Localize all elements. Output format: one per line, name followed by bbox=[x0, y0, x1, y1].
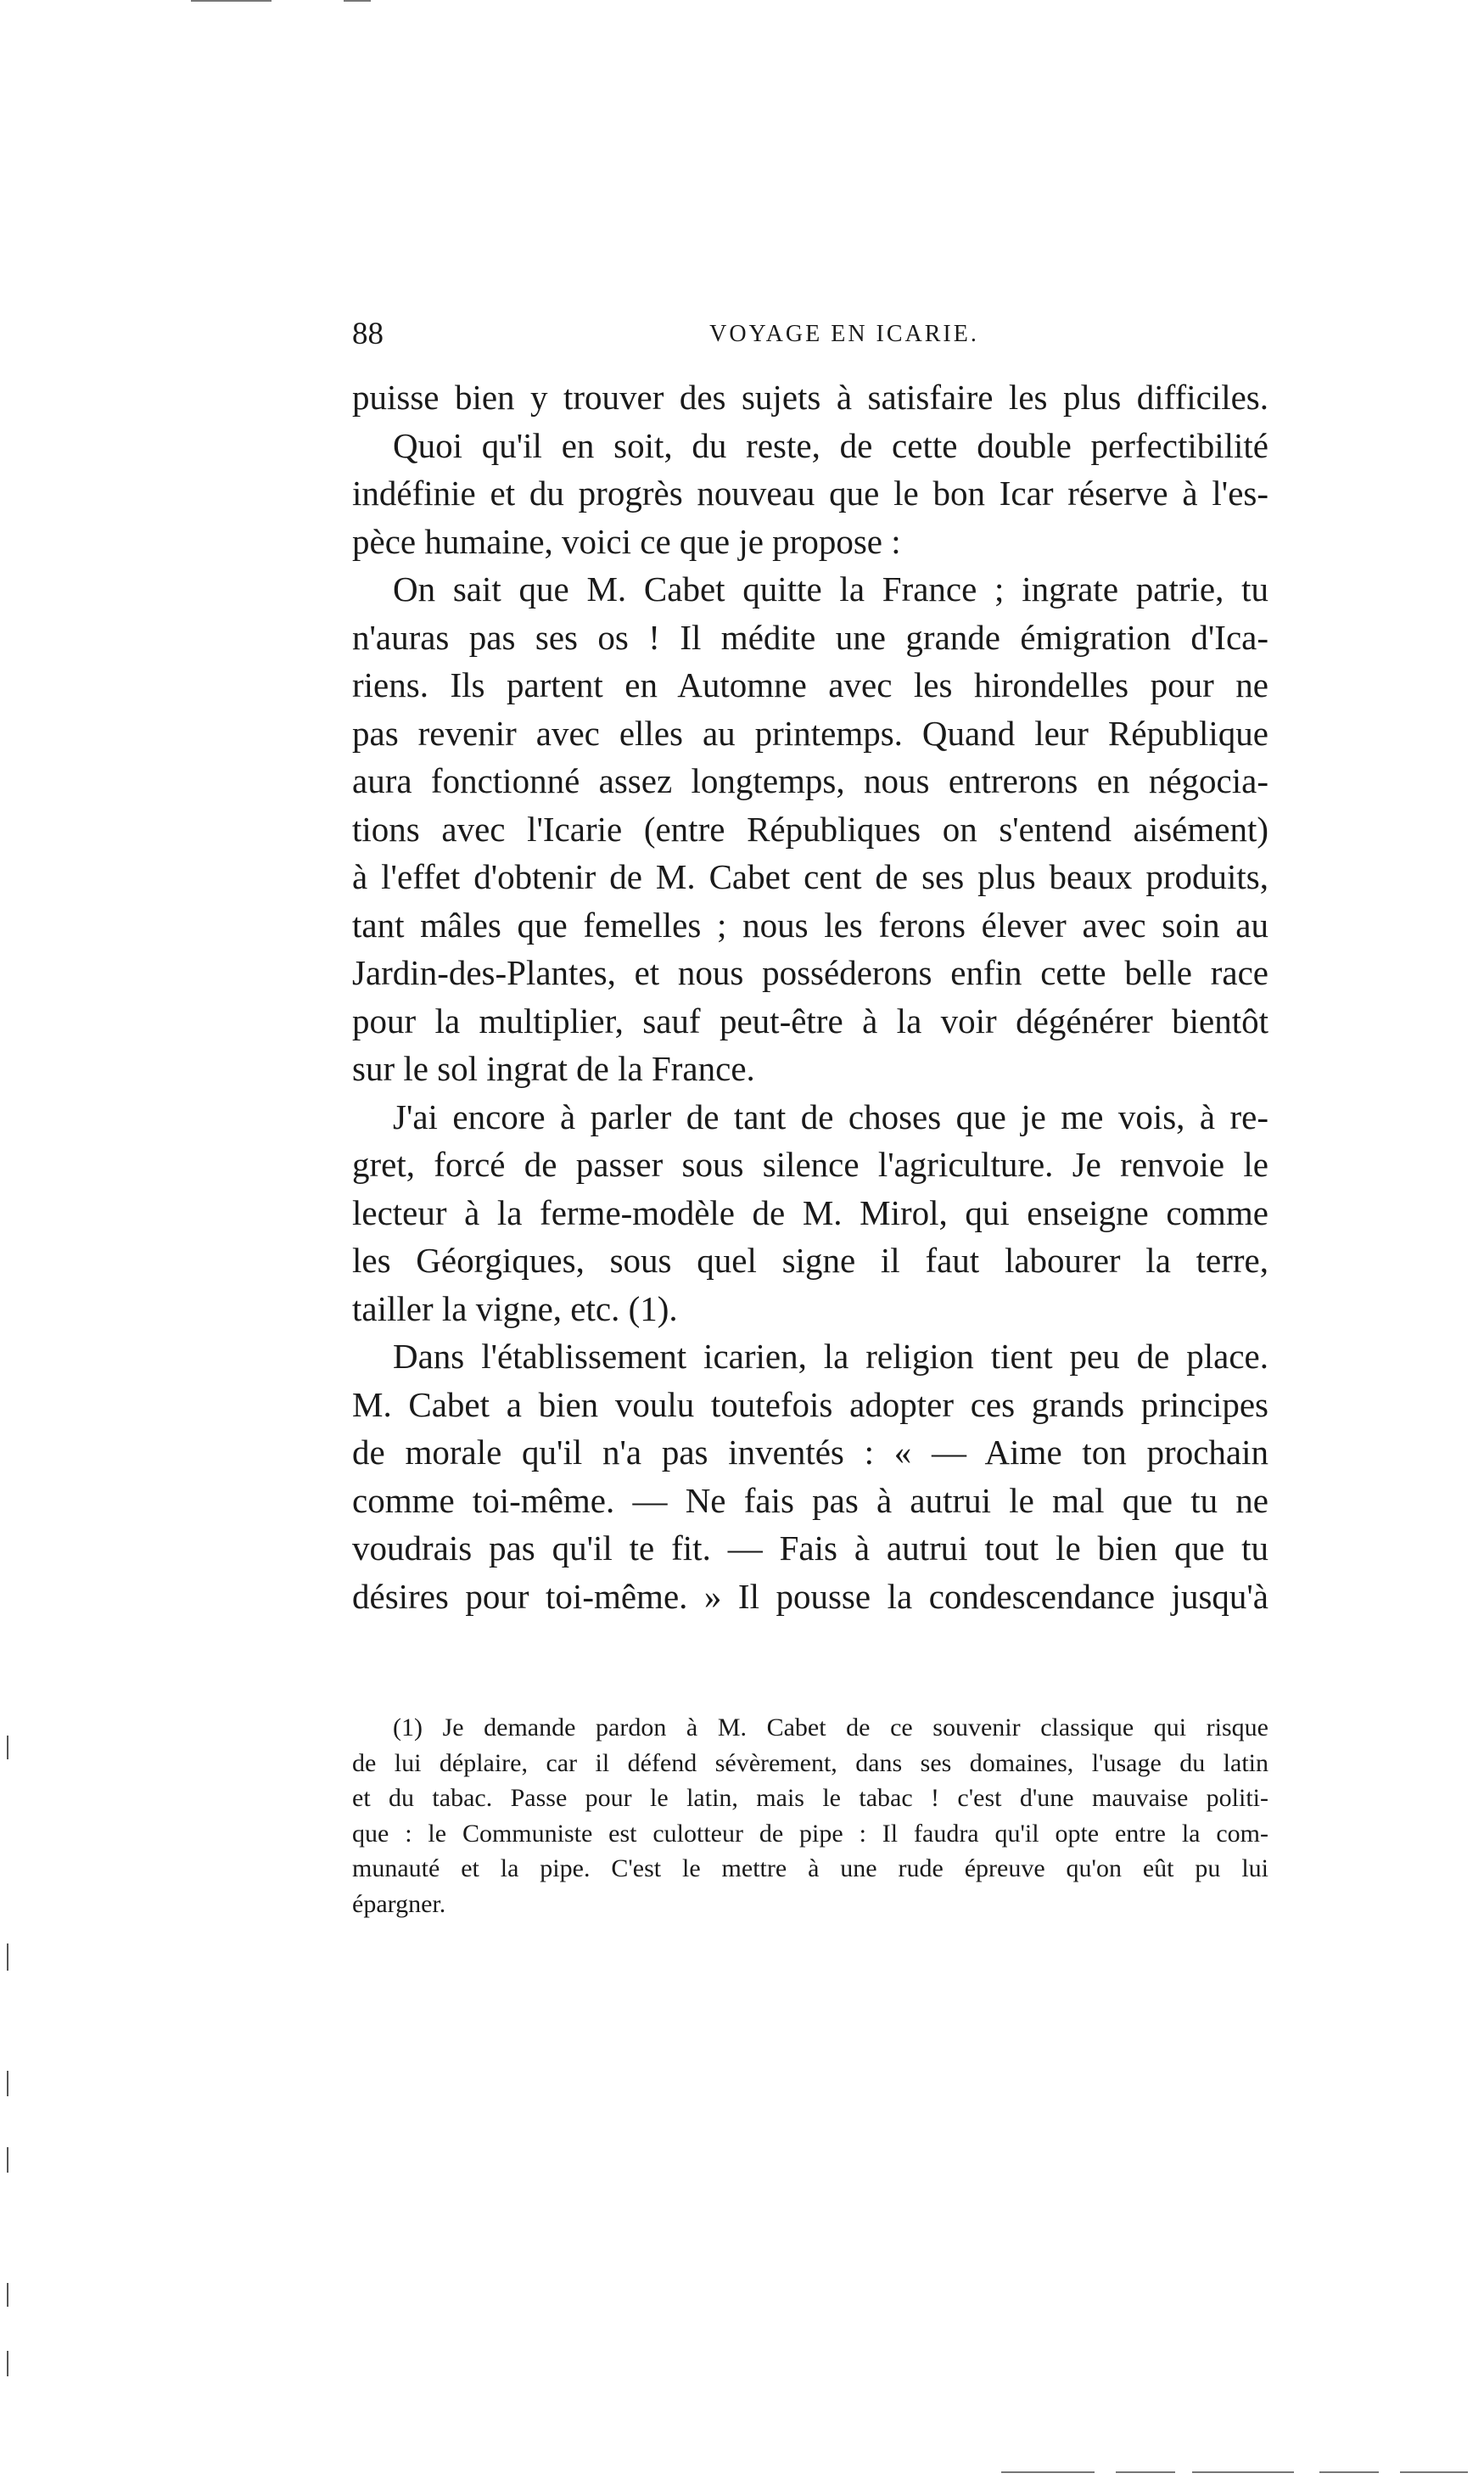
text-line: Jardin-des-Plantes, et nous posséderons enfin cette belle race bbox=[352, 953, 1268, 992]
margin-mark bbox=[7, 1943, 8, 1971]
text-line: de morale qu'il n'a pas inventés : « — Aime ton prochain bbox=[352, 1433, 1268, 1472]
footnote-line: (1) Je demande pardon à M. Cabet de ce souvenir classique qui risque bbox=[393, 1713, 1268, 1741]
text-line: n'auras pas ses os ! Il médite une grande émigration d'Ica- bbox=[352, 617, 1268, 657]
scan-mark-bottom-2 bbox=[1116, 2471, 1175, 2473]
scan-mark-top-right bbox=[344, 0, 371, 2]
margin-mark bbox=[7, 2351, 8, 2376]
footnote-line: et du tabac. Passe pour le latin, mais le tabac ! c'est d'une mauvaise politi- bbox=[352, 1784, 1268, 1812]
scan-mark-bottom-3 bbox=[1192, 2471, 1294, 2473]
running-title: VOYAGE EN ICARIE. bbox=[709, 321, 979, 347]
margin-mark bbox=[7, 2283, 8, 2307]
text-line: pas revenir avec elles au printemps. Quand leur République bbox=[352, 713, 1268, 753]
text-line: tant mâles que femelles ; nous les ferons élever avec soin au bbox=[352, 905, 1268, 945]
margin-mark bbox=[7, 1736, 8, 1759]
text-line: désires pour toi-même. » Il pousse la condescendance jusqu'à bbox=[352, 1576, 1268, 1616]
scan-mark-bottom-1 bbox=[1001, 2471, 1095, 2473]
text-line: tailler la vigne, etc. (1). bbox=[352, 1288, 678, 1328]
page-number: 88 bbox=[352, 317, 384, 351]
text-line: riens. Ils partent en Automne avec les hirondelles pour ne bbox=[352, 665, 1268, 704]
text-line: gret, forcé de passer sous silence l'agriculture. Je renvoie le bbox=[352, 1145, 1268, 1184]
text-line: aura fonctionné assez longtemps, nous entrerons en négocia- bbox=[352, 761, 1268, 800]
scan-mark-bottom-5 bbox=[1400, 2471, 1468, 2473]
text-line: Quoi qu'il en soit, du reste, de cette double perfectibilité bbox=[393, 425, 1268, 465]
footnote-line: épargner. bbox=[352, 1889, 446, 1918]
text-line: les Géorgiques, sous quel signe il faut labourer la terre, bbox=[352, 1241, 1268, 1280]
scan-mark-top-left bbox=[191, 0, 272, 2]
footnote-line: que : le Communiste est culotteur de pipe : Il faudra qu'il opte entre la com- bbox=[352, 1819, 1268, 1848]
running-head bbox=[352, 316, 1268, 358]
scan-mark-bottom-4 bbox=[1319, 2471, 1379, 2473]
text-line: puisse bien y trouver des sujets à satisfaire les plus difficiles. bbox=[352, 378, 1268, 417]
text-line: M. Cabet a bien voulu toutefois adopter ces grands principes bbox=[352, 1384, 1268, 1424]
text-line: indéfinie et du progrès nouveau que le bon Icar réserve à l'es- bbox=[352, 474, 1268, 513]
footnote-line: de lui déplaire, car il défend sévèrement, dans ses domaines, l'usage du latin bbox=[352, 1748, 1268, 1777]
text-line: voudrais pas qu'il te fit. — Fais à autrui tout le bien que tu bbox=[352, 1528, 1268, 1568]
text-line: sur le sol ingrat de la France. bbox=[352, 1049, 755, 1088]
margin-mark bbox=[7, 2147, 8, 2173]
body-text bbox=[352, 373, 1268, 1620]
text-line: pour la multiplier, sauf peut-être à la voir dégénérer bientôt bbox=[352, 1001, 1268, 1040]
margin-mark bbox=[7, 2071, 8, 2096]
text-line: lecteur à la ferme-modèle de M. Mirol, qui enseigne comme bbox=[352, 1192, 1268, 1232]
footnote-line: munauté et la pipe. C'est le mettre à une rude épreuve qu'on eût pu lui bbox=[352, 1854, 1268, 1882]
text-line: comme toi-même. — Ne fais pas à autrui le mal que tu ne bbox=[352, 1480, 1268, 1520]
text-line: On sait que M. Cabet quitte la France ; ingrate patrie, tu bbox=[393, 569, 1268, 609]
text-line: J'ai encore à parler de tant de choses que je me vois, à re- bbox=[393, 1096, 1268, 1136]
footnote bbox=[352, 1710, 1268, 1921]
text-line: pèce humaine, voici ce que je propose : bbox=[352, 521, 901, 561]
text-line: Dans l'établissement icarien, la religion tient peu de place. bbox=[393, 1337, 1268, 1376]
text-line: tions avec l'Icarie (entre Républiques on s'entend aisément) bbox=[352, 809, 1268, 849]
text-line: à l'effet d'obtenir de M. Cabet cent de ses plus beaux produits, bbox=[352, 857, 1268, 896]
